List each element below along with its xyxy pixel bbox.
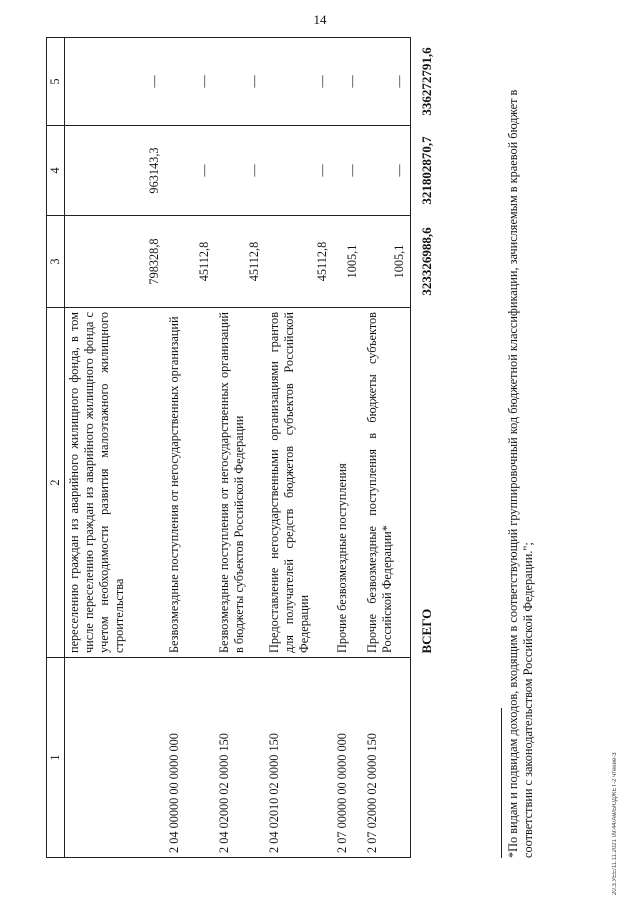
row-value-3: 798328,8 [65,216,165,308]
row-description: Безвозмездные поступления от негосударственных организаций [165,308,215,658]
row-value-4: — [333,126,363,216]
table-row [265,38,333,858]
row-description: Безвозмездные поступления от негосударственных организаций в бюджеты субъектов Российской Федерации [215,308,265,658]
rotated-sheet [46,30,566,894]
footnote [501,48,537,858]
row-value-3: 45112,8 [265,216,333,308]
total-value-5: 336272791,6 [419,47,434,116]
table-row [165,38,215,858]
row-description: Предоставление негосударственными организациями грантов для получателей средств бюджетов субъектов Российской Федерации [265,308,333,658]
row-code [65,658,165,858]
row-description: Прочие безвозмездные поступления в бюджеты субъектов Российской Федерации* [363,308,411,658]
total-label: ВСЕГО [419,608,434,654]
revenue-table [46,37,438,858]
row-code: 2 07 00000 00 0000 000 [333,658,363,858]
page-number: 14 [313,12,327,27]
row-value-4: — [215,126,265,216]
header-col-1: 1 [47,658,65,858]
row-value-5: — [65,38,165,126]
header-row [47,38,65,858]
row-code: 2 04 00000 00 0000 000 [165,658,215,858]
footnote-text: *По видам и подвидам доходов, входящим в соответствующий группировочный код бюджетной классификации, зачисляемым в краевой бюджет в соответствии с законодательством Российской Федерации."; [506,89,536,858]
row-value-5: — [333,38,363,126]
print-stamp: 20.3.УЕЕ/11.11.2021 09:44/Ам/БЮДЖЕТ-2 чтение-3 [612,752,618,895]
row-value-3: 1005,1 [363,216,411,308]
row-value-3: 1005,1 [333,216,363,308]
row-value-4: — [165,126,215,216]
table-row [363,38,411,858]
row-value-5: — [215,38,265,126]
table-row [65,38,165,858]
header-col-4: 4 [47,126,65,216]
row-description: переселению граждан из аварийного жилищного фонда, в том числе переселению граждан из аварийного жилищного фонда с учетом необходимости развития малоэтажного жилищного строительства [65,308,165,658]
row-value-5: — [165,38,215,126]
header-col-5: 5 [47,38,65,126]
row-code: 2 04 02010 02 0000 150 [265,658,333,858]
row-value-3: 45112,8 [165,216,215,308]
table-row [333,38,363,858]
row-value-4: 963143,3 [65,126,165,216]
row-value-3: 45112,8 [215,216,265,308]
row-value-5: — [265,38,333,126]
table-row [215,38,265,858]
row-value-5: — [363,38,411,126]
total-value-4: 321802870,7 [419,136,434,205]
row-value-4: — [363,126,411,216]
row-value-4: — [265,126,333,216]
total-value-3: 323326988,6 [419,227,434,296]
row-code: 2 07 02000 02 0000 150 [363,658,411,858]
row-code: 2 04 02000 02 0000 150 [215,658,265,858]
total-row [411,38,438,858]
header-col-3: 3 [47,216,65,308]
header-col-2: 2 [47,308,65,658]
total-code-cell [411,658,438,858]
footnote-rule [501,708,502,858]
row-description: Прочие безвозмездные поступления [333,308,363,658]
